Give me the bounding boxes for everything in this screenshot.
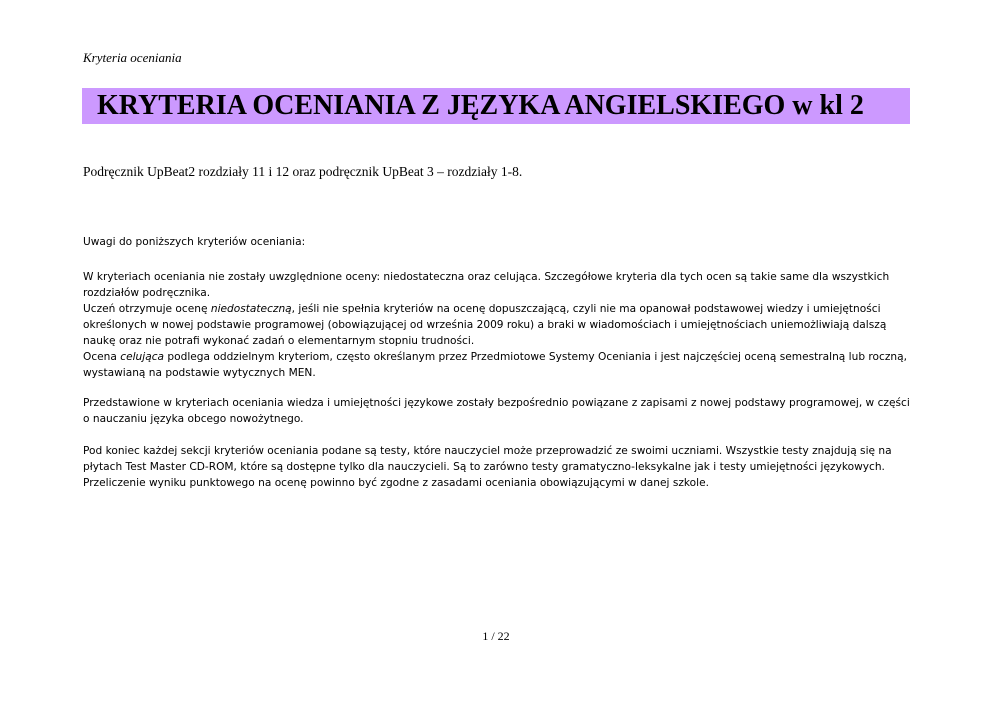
textbook-scope: Podręcznik UpBeat2 rozdziały 11 i 12 oraz podręcznik UpBeat 3 – rozdziały 1-8. [83,164,523,179]
emphasis-text: niedostateczną [210,303,292,315]
text-span: Ocena [83,351,121,363]
notes-heading: Uwagi do poniższych kryteriów oceniania: [83,236,306,248]
paragraph-line: W kryteriach oceniania nie zostały uwzględnione oceny: niedostateczna oraz celująca. Szczegółowe kryteria dla tych ocen są takie same dla wszystkich rozdziałów podręcznika. [83,271,890,299]
text-span: podlega oddzielnym kryteriom, często określanym przez Przedmiotowe Systemy Oceniania i jest najczęściej oceną semestralną lub roczną, wystawianą na podstawie wytycznych MEN. [83,351,907,379]
paragraph-curriculum: Przedstawione w kryteriach oceniania wiedza i umiejętności językowe zostały bezpośrednio powiązane z zapisami z nowej podstawy programowej, w części o nauczaniu języka obcego nowożytnego. [83,397,910,425]
text-span: Uczeń otrzymuje ocenę [83,303,211,315]
paragraph-line [83,349,913,381]
text-span: , jeśli nie spełnia kryteriów na ocenę dopuszczającą, czyli nie ma opanował podstawowej wiedzy i umiejętności określonych w nowej podstawie programowej (obowiązującej od września 2009 roku) a braki w wiadomościach i umiejętnościach uniemożliwiają dalszą naukę oraz nie potrafi wykonać zadań o elementarnym stopniu trudności. [83,303,887,347]
running-header: Kryteria oceniania [83,50,182,65]
paragraph-tests: Pod koniec każdej sekcji kryteriów oceniania podane są testy, które nauczyciel może przeprowadzić ze swoimi uczniami. Wszystkie testy znajdują się na płytach Test Master CD-ROM, które są dostępne tylko dla nauczycieli. Są to zarówno testy gramatyczno-leksykalne jak i testy umiejętności językowych. Przeliczenie wyniku punktowego na ocenę powinno być zgodne z zasadami oceniania obowiązującymi w danej szkole. [83,445,892,489]
emphasis-text: celująca [120,351,165,363]
page-number: 1 / 22 [482,629,510,643]
paragraph-grades-excluded [83,269,913,381]
paragraph-line [83,301,913,349]
page-title: KRYTERIA OCENIANIA Z JĘZYKA ANGIELSKIEGO w kl 2 [97,90,864,121]
